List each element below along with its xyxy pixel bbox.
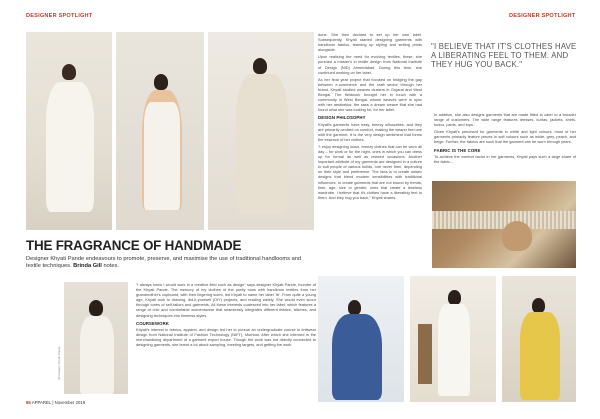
issue-date: November 2019 [54,400,86,405]
middle-paragraph: Upon realising the need for evolving textiles, these, she pursued a master's in textile design from National Institute of Design (NID) Ahmedabad. During this time, she continued working on her label. [318,54,422,75]
intro-paragraph: "I always knew I would work in a creative field such as design" says designer Khyati Pande, founder of the Khyati Pande. The memory of my clothes of the pretty rows with handloom textiles from her grandmother's cupboard, with their lingering scent, led Khyati to name her label 'Itr'. From quite a young age, Khyati took to drawing, did-it-yourself (DIY) projects, and reading widely. She would even scour through tunes of self-tailors and garments. All these interests coalesced into her label, which features a range of chic and comfortable womenswear that seamlessly integrates different fabrics, stitches, and designing techniques into timeless styles. [136,282,316,318]
model-blue-dress-photo [318,276,404,402]
philosophy-paragraph: Khyati's garments have easy, breezy silhouettes, and they are primarily centred on comfort, making the wearer feel one with the garment. It is the very design sentiment that forms the essence of her clothes. [318,121,423,142]
photo-credit: All Images: Khyati Pande [57,346,61,380]
design-philosophy-heading: DESIGN PHILOSOPHY [318,115,366,121]
right-column [434,112,576,166]
section-kicker-right: DESIGNER SPOTLIGHT [509,13,576,19]
intro-column [136,282,316,349]
right-paragraph: In addition, she also designs garments that are made fitted to cater to a broader range of customers. The wide range features dresses, kurtas, jackets, shirts, tunics, pants, and tops. [434,112,576,128]
section-kicker-left: DESIGNER SPOTLIGHT [26,13,93,19]
model-white-pants-photo [410,276,496,402]
middle-column [318,32,422,202]
coursework-heading: COURSEWORK [136,320,169,326]
magazine-name: APPAREL [31,400,52,405]
byline-suffix: notes. [101,263,119,270]
model-beige-robe-photo [208,32,314,230]
model-sleeveless-dress-photo [116,32,204,230]
model-yellow-dress-photo [502,276,576,402]
designer-portrait-photo [64,282,128,394]
article-title: THE FRAGRANCE OF HANDMADE [26,238,242,253]
pull-quote: "I BELIEVE THAT IT'S CLOTHES HAVE A LIBERATING FEEL TO THEM. AND THEY HUG YOU BACK." [431,42,577,70]
fabric-paragraph: To achieve the comfort factor in her garments, Khyati pays such a large share of the fabric... [434,153,576,164]
article-standfirst [26,256,316,271]
page-number: 86 [26,400,31,405]
fabric-heading: FABRIC IS THE CORE [434,147,481,153]
footer-separator: | [52,400,54,405]
right-paragraph: Given Khyati's penchant for garments in white and light colours, most of her garments primarily feature pieces in soft colours such as white, grey, peach, and beige. Further, the fabrics are such that the garment can be worn through years. [434,129,576,145]
model-white-dress-photo [26,32,112,230]
weaving-loom-photo [432,181,576,268]
page-footer [26,400,85,405]
byline-author: Brinda Gill [73,263,102,270]
middle-paragraph: As her final year project that focused on bridging the gap between e-commerce and the craft sector through her brand, Khyati studied weaves clusters in Gujarat and West Bengal. The fieldwork brought her in touch with a community in West Bengal, whose weaves were in sync with her aesthetics: the sass a dream weave that she had found what she was looking for, for her label. [318,76,422,113]
coursework-paragraph: Khyati's interest in fabrics, apparel, and design led her to pursue an undergraduate course in knitwear design from National Institute of Fashion Technology (NIFT), Mumbai. After which she interned in the merchandising department of a garment export house. Though the work was not directly connected to designing garments, she learnt a lot about sampling, meeting targets, and getting the work [136,326,316,348]
middle-paragraph: done. She then decided to set up her own label. Subsequently, Khyati started designing garments with handloom fabrics, teaming up styling and setting prints alongside. [318,32,422,53]
standfirst-text: Designer Khyati Pande endeavours to promote, preserve, and maximise the use of traditional handlooms and textile techniques. [26,256,302,270]
philosophy-paragraph: "I enjoy designing loose, breezy clothes that can be worn all day – for work or for the night, ones in which you can dress up for formal as well as relaxed occasions. Another important attribute of my garments are designed in a culture to suit people of various builds, one never then, depending on their style and preference. The idea is to create unisex designs that blend modern sensibilities with traditional influences, to create garments that are not bound by trends, time, age, size or gender, ones that create a timeless wardrobe. I believe that it's clothes have a liberating feel to them. And they hug you back," Khyati shares. [318,143,422,200]
